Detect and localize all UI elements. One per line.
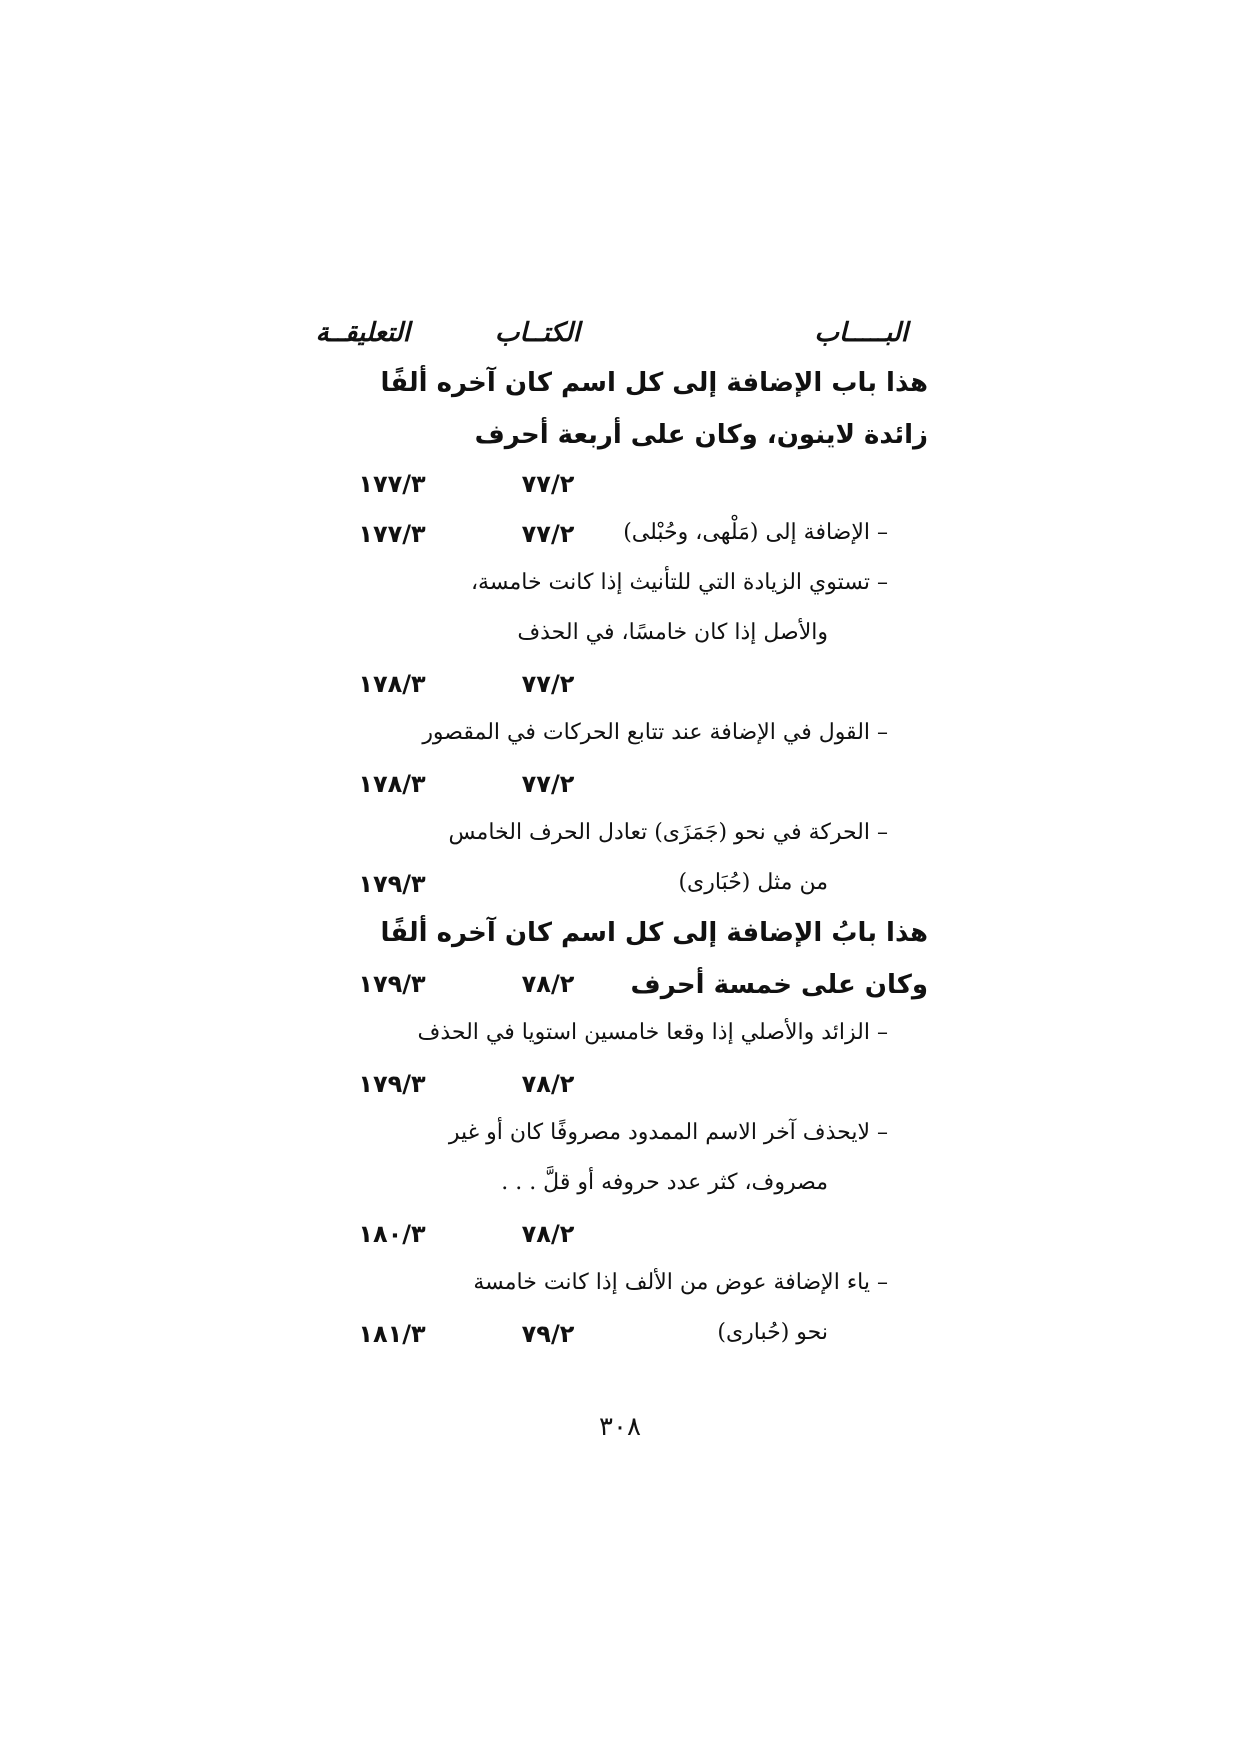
kitab-reference: ٧٧/٢ — [521, 770, 575, 798]
index-row — [0, 520, 1240, 564]
taliqa-reference: ١٧٩/٣ — [358, 870, 426, 898]
taliqa-reference: ١٧٩/٣ — [358, 1070, 426, 1098]
index-row — [0, 420, 1240, 464]
index-row — [0, 570, 1240, 614]
taliqa-reference: ١٧٨/٣ — [358, 770, 426, 798]
topic-entry: – الزائد والأصلي إذا وقعا خامسين استويا في الحذف — [417, 1020, 888, 1045]
kitab-reference: ٧٧/٢ — [521, 670, 575, 698]
header-kitab: الكتــاب — [495, 318, 580, 348]
index-row — [0, 368, 1240, 412]
index-row — [0, 870, 1240, 914]
section-title: هذا باب الإضافة إلى كل اسم كان آخره ألفًا — [380, 368, 928, 398]
index-row — [0, 620, 1240, 664]
index-row — [0, 1270, 1240, 1314]
index-row — [0, 820, 1240, 864]
taliqa-reference: ١٨٠/٣ — [358, 1220, 426, 1248]
topic-continuation: والأصل إذا كان خامسًا، في الحذف — [517, 620, 828, 645]
section-title: وكان على خمسة أحرف — [630, 970, 928, 1000]
topic-entry: – تستوي الزيادة التي للتأنيث إذا كانت خامسة، — [470, 570, 888, 595]
kitab-reference: ٧٨/٢ — [521, 1220, 575, 1248]
index-row — [0, 918, 1240, 962]
topic-continuation: مصروف، كثر عدد حروفه أو قلَّ . . . — [501, 1170, 828, 1195]
index-row — [0, 670, 1240, 714]
kitab-reference: ٧٧/٢ — [521, 470, 575, 498]
topic-continuation: من مثل (حُبَارى) — [678, 870, 828, 895]
taliqa-reference: ١٧٨/٣ — [358, 670, 426, 698]
index-row — [0, 770, 1240, 814]
index-row — [0, 1220, 1240, 1264]
header-taliqa: التعليقــة — [315, 318, 410, 348]
topic-continuation: نحو (حُبارى) — [717, 1320, 828, 1345]
index-row — [0, 470, 1240, 514]
index-row — [0, 970, 1240, 1014]
topic-entry: – القول في الإضافة عند تتابع الحركات في المقصور — [422, 720, 888, 745]
index-row — [0, 1020, 1240, 1064]
kitab-reference: ٧٧/٢ — [521, 520, 575, 548]
section-title: زائدة لاينون، وكان على أربعة أحرف — [474, 420, 928, 450]
index-row — [0, 1120, 1240, 1164]
kitab-reference: ٧٨/٢ — [521, 1070, 575, 1098]
index-row — [0, 1070, 1240, 1114]
index-row — [0, 1170, 1240, 1214]
topic-entry: – ياء الإضافة عوض من الألف إذا كانت خامسة — [473, 1270, 888, 1295]
taliqa-reference: ١٧٧/٣ — [358, 520, 426, 548]
topic-entry: – الإضافة إلى (مَلْهى، وحُبْلى) — [623, 520, 888, 545]
section-title: هذا بابُ الإضافة إلى كل اسم كان آخره ألفًا — [380, 918, 928, 948]
header-bab: البـــــاب — [814, 318, 908, 348]
taliqa-reference: ١٨١/٣ — [358, 1320, 426, 1348]
index-row — [0, 720, 1240, 764]
kitab-reference: ٧٩/٢ — [521, 1320, 575, 1348]
taliqa-reference: ١٧٩/٣ — [358, 970, 426, 998]
index-row — [0, 1320, 1240, 1364]
taliqa-reference: ١٧٧/٣ — [358, 470, 426, 498]
topic-entry: – لايحذف آخر الاسم الممدود مصروفًا كان أو غير — [448, 1120, 888, 1145]
topic-entry: – الحركة في نحو (جَمَزَى) تعادل الحرف الخامس — [448, 820, 888, 845]
column-header-row — [0, 318, 1240, 362]
page-number: ٣٠٨ — [599, 1412, 641, 1442]
kitab-reference: ٧٨/٢ — [521, 970, 575, 998]
